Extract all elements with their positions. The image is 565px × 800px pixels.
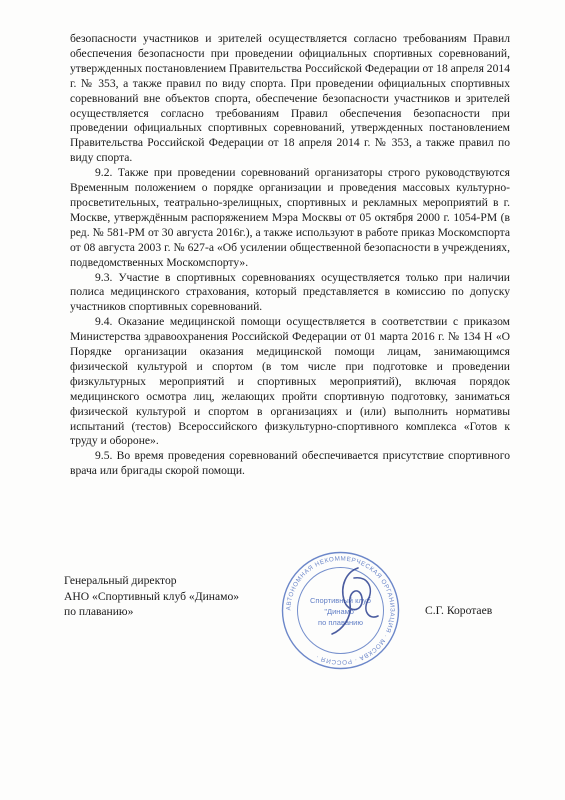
paragraph-9-1-continuation: безопасности участников и зрителей осуществляется согласно требованиям Правил обеспечения безопасности при проведении официальных спортивных соревнований, утвержденных постановлением Правительства Российской Федерации от 18 апреля 2014 г. № 353, а также правил по виду спорта. При проведении официальных спортивных соревнований вне объектов спорта, обеспечение безопасности участников и зрителей осуществляется согласно требованиям Правил обеспечения безопасности при проведении официальных спортивных соревнований, утвержденных постановлением Правительства Российской Федерации от 18 апреля 2014 г. № 353, а также правил по виду спорта. <box>70 32 510 165</box>
document-body <box>70 32 510 479</box>
stamp-center-line1: Спортивный клуб <box>310 596 371 605</box>
stamp-center-line2: "Динамо" <box>324 607 357 616</box>
paragraph-9-5: 9.5. Во время проведения соревнований обеспечивается присутствие спортивного врача или бригады скорой помощи. <box>70 449 510 478</box>
signer-title: Генеральный директор <box>64 574 177 587</box>
handwritten-signature <box>318 560 388 640</box>
signer-organization-cont: по плаванию» <box>64 605 134 618</box>
paragraph-9-4: 9.4. Оказание медицинской помощи осуществляется в соответствии с приказом Министерства здравоохранения Российской Федерации от 01 марта 2016 г. № 134 Н «О Порядке организации оказания медицинской помощи лицам, занимающимся физической культурой и спортом (в том числе при подготовке и проведении физкультурных мероприятий и спортивных мероприятий), включая порядок медицинского осмотра лиц, желающих пройти спортивную подготовку, заниматься физической культурой и спортом в организациях и (или) выполнить нормативы испытаний (тестов) Всероссийского физкультурно-спортивного комплекса «Готов к труду и обороне». <box>70 315 510 448</box>
paragraph-9-2: 9.2. Также при проведении соревнований организаторы строго руководствуются Временным положением о порядке организации и проведения массовых культурно-просветительных, театрально-зрелищных, спортивных и рекламных мероприятий в г. Москве, утверждённым распоряжением Мэра Москвы от 05 октября 2000 г. 1054-РМ (в ред. № 581-РМ от 30 августа 2016г.), а также используют в работе приказ Москомспорта от 08 августа 2003 г. № 627-а «Об усилении общественной безопасности в учреждениях, подведомственных Москомспорту». <box>70 166 510 269</box>
stamp-ring-text: АВТОНОМНАЯ НЕКОММЕРЧЕСКАЯ ОРГАНИЗАЦИЯ · МОСКВА · РОССИЯ · <box>285 555 396 666</box>
signer-organization: АНО «Спортивный клуб «Динамо» <box>64 589 240 603</box>
signer-name: С.Г. Коротаев <box>425 604 493 617</box>
paragraph-9-3: 9.3. Участие в спортивных соревнованиях осуществляется только при наличии полиса медицинского страхования, который представляется в комиссию по допуску участников спортивных соревнований. <box>70 270 510 314</box>
signature-block <box>64 573 294 620</box>
stamp-center-line3: по плаванию <box>318 618 363 627</box>
